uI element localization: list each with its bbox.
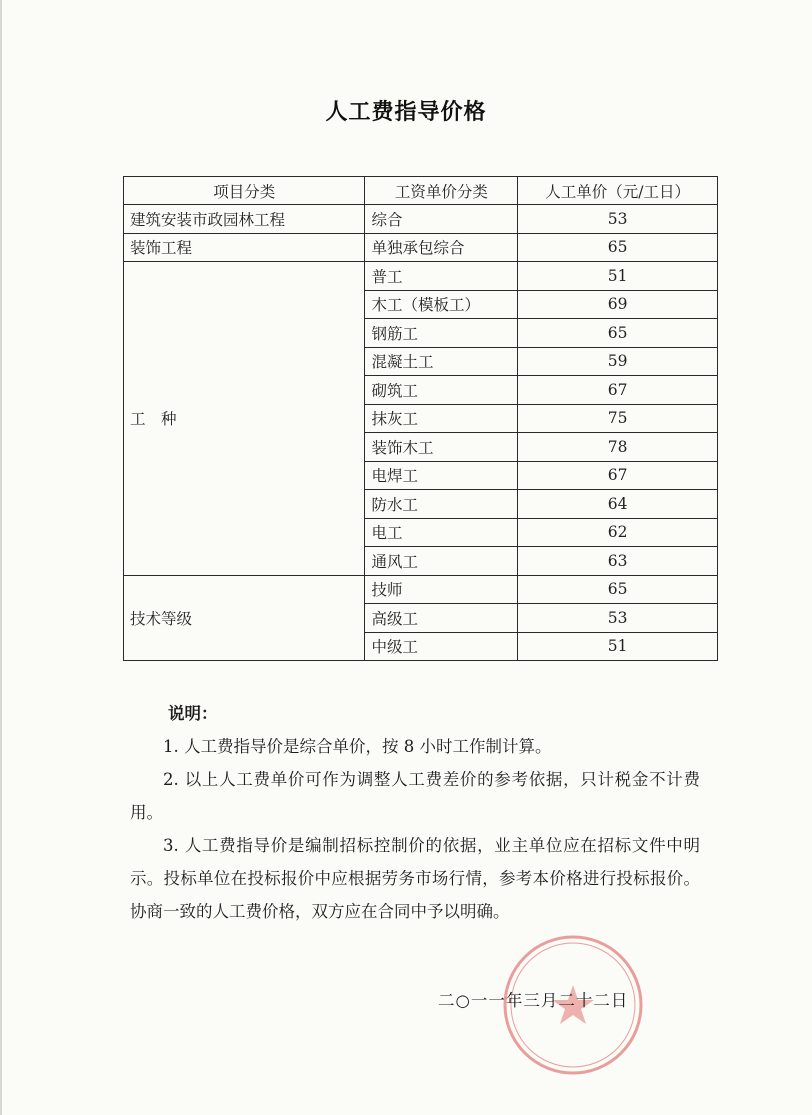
- header-wage-type: 工资单价分类: [365, 177, 518, 205]
- scan-edge: [0, 0, 2, 1115]
- table-row: [124, 233, 718, 262]
- table-row: [124, 262, 718, 291]
- row-wage-type: 装饰木工: [365, 433, 518, 462]
- row-category: 装饰工程: [124, 233, 365, 262]
- row-wage-type: 通风工: [365, 547, 518, 576]
- row-price: 53: [518, 604, 718, 633]
- row-price: 67: [518, 461, 718, 490]
- header-category: 项目分类: [124, 177, 365, 205]
- header-unit-price: 人工单价（元/工日）: [518, 177, 718, 205]
- row-wage-type: 混凝土工: [365, 347, 518, 376]
- row-price: 69: [518, 290, 718, 319]
- table-body: [124, 205, 718, 661]
- row-price: 67: [518, 376, 718, 405]
- row-price: 62: [518, 518, 718, 547]
- row-wage-type: 抹灰工: [365, 404, 518, 433]
- row-wage-type: 防水工: [365, 490, 518, 519]
- table-row: [124, 575, 718, 604]
- row-wage-type: 电焊工: [365, 461, 518, 490]
- row-price: 64: [518, 490, 718, 519]
- row-price: 51: [518, 632, 718, 661]
- row-group-category: 工 种: [124, 262, 365, 576]
- row-wage-type: 技师: [365, 575, 518, 604]
- row-wage-type: 单独承包综合: [365, 233, 518, 262]
- row-wage-type: 木工（模板工）: [365, 290, 518, 319]
- row-price: 75: [518, 404, 718, 433]
- note-item: 3. 人工费指导价是编制招标控制价的依据，业主单位应在招标文件中明示。投标单位在投标报价中应根据劳务市场行情，参考本价格进行投标报价。协商一致的人工费价格，双方应在合同中予以明确。: [130, 836, 700, 921]
- row-price: 51: [518, 262, 718, 291]
- notes-section: [130, 697, 700, 928]
- note-item: 2. 以上人工费单价可作为调整人工费差价的参考依据，只计税金不计费用。: [130, 770, 700, 822]
- row-price: 65: [518, 575, 718, 604]
- row-wage-type: 综合: [365, 205, 518, 234]
- notes-heading: 说明：: [168, 704, 218, 723]
- row-wage-type: 普工: [365, 262, 518, 291]
- row-price: 59: [518, 347, 718, 376]
- note-item: 1. 人工费指导价是综合单价，按 8 小时工作制计算。: [163, 737, 552, 756]
- row-price: 65: [518, 319, 718, 348]
- row-price: 78: [518, 433, 718, 462]
- row-wage-type: 砌筑工: [365, 376, 518, 405]
- row-wage-type: 钢筋工: [365, 319, 518, 348]
- row-price: 63: [518, 547, 718, 576]
- row-price: 53: [518, 205, 718, 234]
- row-price: 65: [518, 233, 718, 262]
- row-wage-type: 高级工: [365, 604, 518, 633]
- row-category: 建筑安装市政园林工程: [124, 205, 365, 234]
- document-title: 人工费指导价格: [325, 99, 487, 125]
- row-wage-type: 中级工: [365, 632, 518, 661]
- table-header-row: [124, 177, 718, 205]
- table-row: [124, 205, 718, 234]
- row-wage-type: 电工: [365, 518, 518, 547]
- document-date: 二○一一年三月二十二日: [438, 991, 629, 1010]
- price-table: [123, 176, 718, 661]
- row-group-category: 技术等级: [124, 575, 365, 661]
